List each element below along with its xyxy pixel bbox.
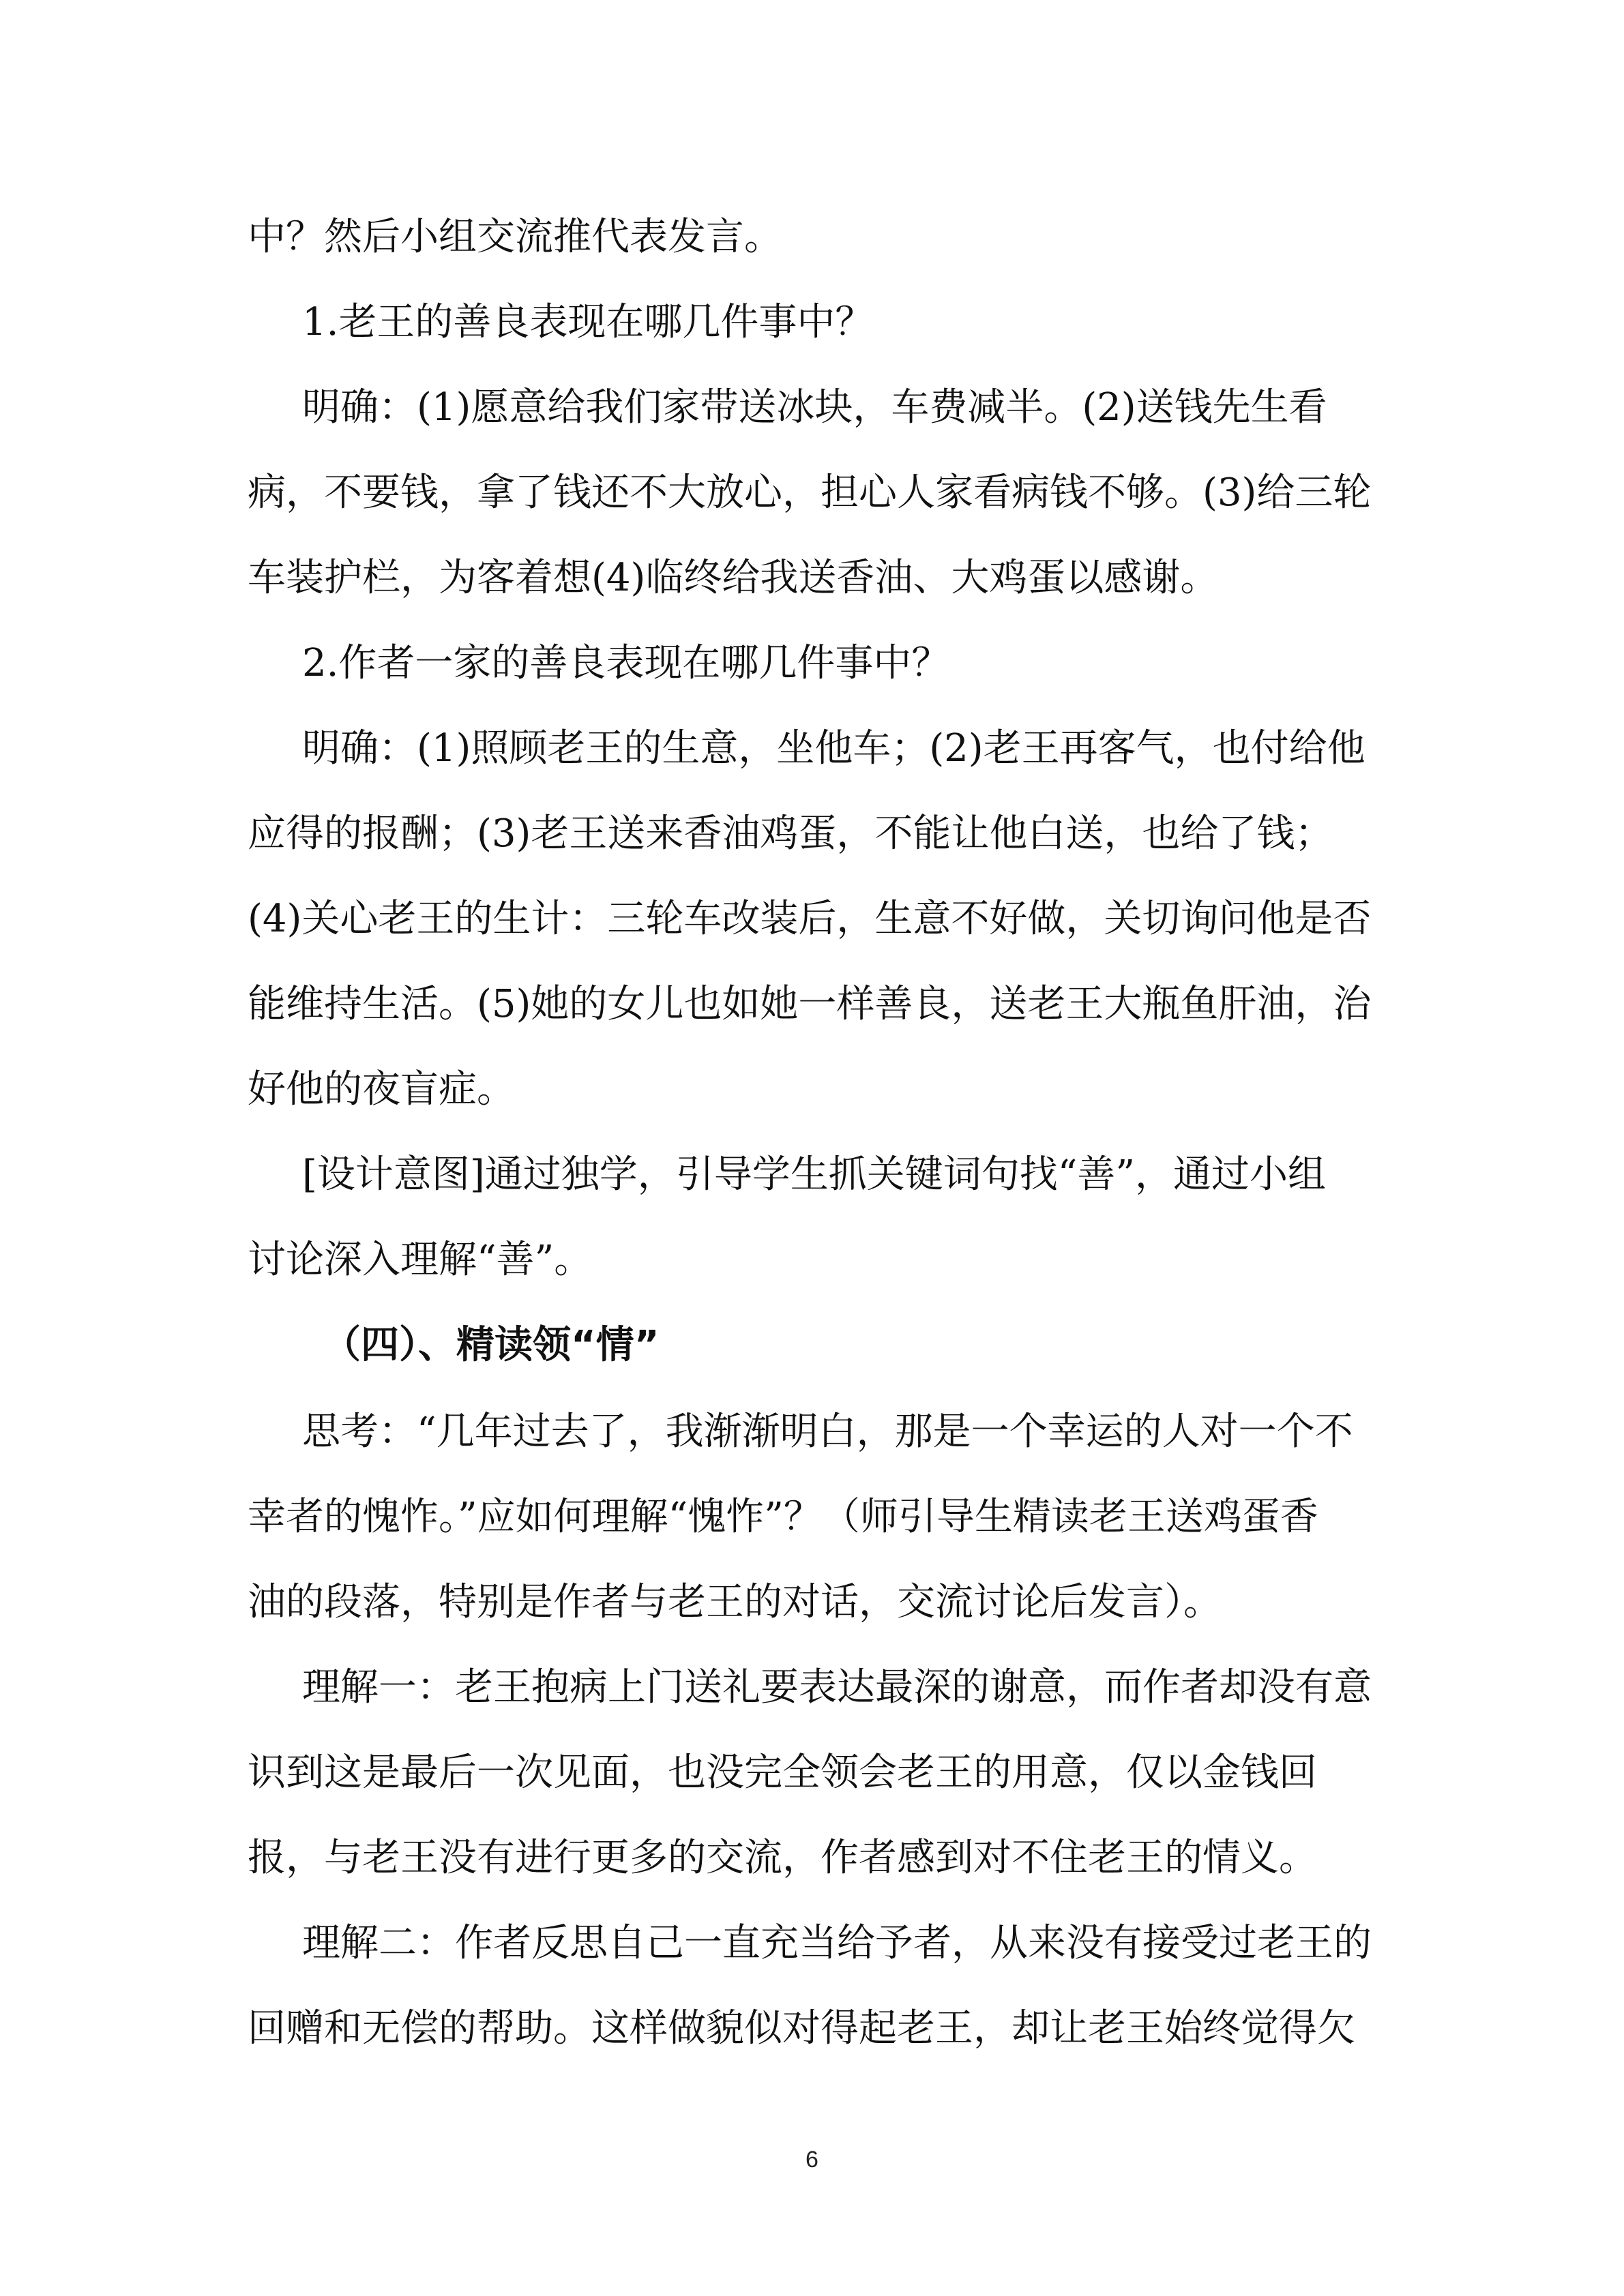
think-line-3: 油的段落，特别是作者与老王的对话，交流讨论后发言）。 — [248, 1580, 1222, 1624]
question-1: 1.老王的善良表现在哪几件事中？ — [302, 300, 874, 344]
understanding-2-line-2: 回赠和无偿的帮助。这样做貌似对得起老王，却让老王始终觉得欠 — [248, 2006, 1355, 2051]
section-heading: （四）、精读领“情” — [323, 1323, 660, 1367]
question-2: 2.作者一家的善良表现在哪几件事中？ — [302, 641, 950, 685]
think-line-1: 思考：“几年过去了，我渐渐明白，那是一个幸运的人对一个不 — [302, 1410, 1353, 1454]
answer-1-line-3: 车装护栏，为客着想(4)临终给我送香油、大鸡蛋以感谢。 — [248, 556, 1219, 600]
understanding-2-line-1: 理解二：作者反思自己一直充当给予者，从来没有接受过老王的 — [302, 1921, 1372, 1965]
answer-2-line-5: 好他的夜盲症。 — [248, 1067, 515, 1112]
understanding-1-line-1: 理解一：老王抱病上门送礼要表达最深的谢意，而作者却没有意 — [302, 1665, 1372, 1710]
answer-2-line-1: 明确：(1)照顾老王的生意，坐他车；(2)老王再客气，也付给他 — [302, 726, 1365, 771]
design-intent-line-2: 讨论深入理解“善”。 — [248, 1238, 593, 1282]
understanding-1-line-2: 识到这是最后一次见面，也没完全领会老王的用意，仅以金钱回 — [248, 1750, 1317, 1795]
answer-2-line-3: (4)关心老王的生计：三轮车改装后，生意不好做，关切询问他是否 — [248, 897, 1372, 941]
page-number: 6 — [806, 2147, 818, 2173]
answer-1-line-1: 明确：(1)愿意给我们家带送冰块，车费减半。(2)送钱先生看 — [302, 385, 1327, 430]
answer-1-line-2: 病，不要钱，拿了钱还不大放心，担心人家看病钱不够。(3)给三轮 — [248, 471, 1372, 515]
answer-2-line-2: 应得的报酬；(3)老王送来香油鸡蛋，不能让他白送，也给了钱； — [248, 811, 1333, 856]
think-line-2: 幸者的愧怍。”应如何理解“愧怍”？（师引导生精读老王送鸡蛋香 — [248, 1495, 1318, 1539]
understanding-1-line-3: 报，与老王没有进行更多的交流，作者感到对不住老王的情义。 — [248, 1836, 1317, 1880]
design-intent-line-1: [设计意图]通过独学，引导学生抓关键词句找“善”，通过小组 — [302, 1152, 1326, 1197]
answer-2-line-4: 能维持生活。(5)她的女儿也如她一样善良，送老王大瓶鱼肝油，治 — [248, 982, 1372, 1026]
text-line-1: 中？然后小组交流推代表发言。 — [248, 215, 782, 259]
